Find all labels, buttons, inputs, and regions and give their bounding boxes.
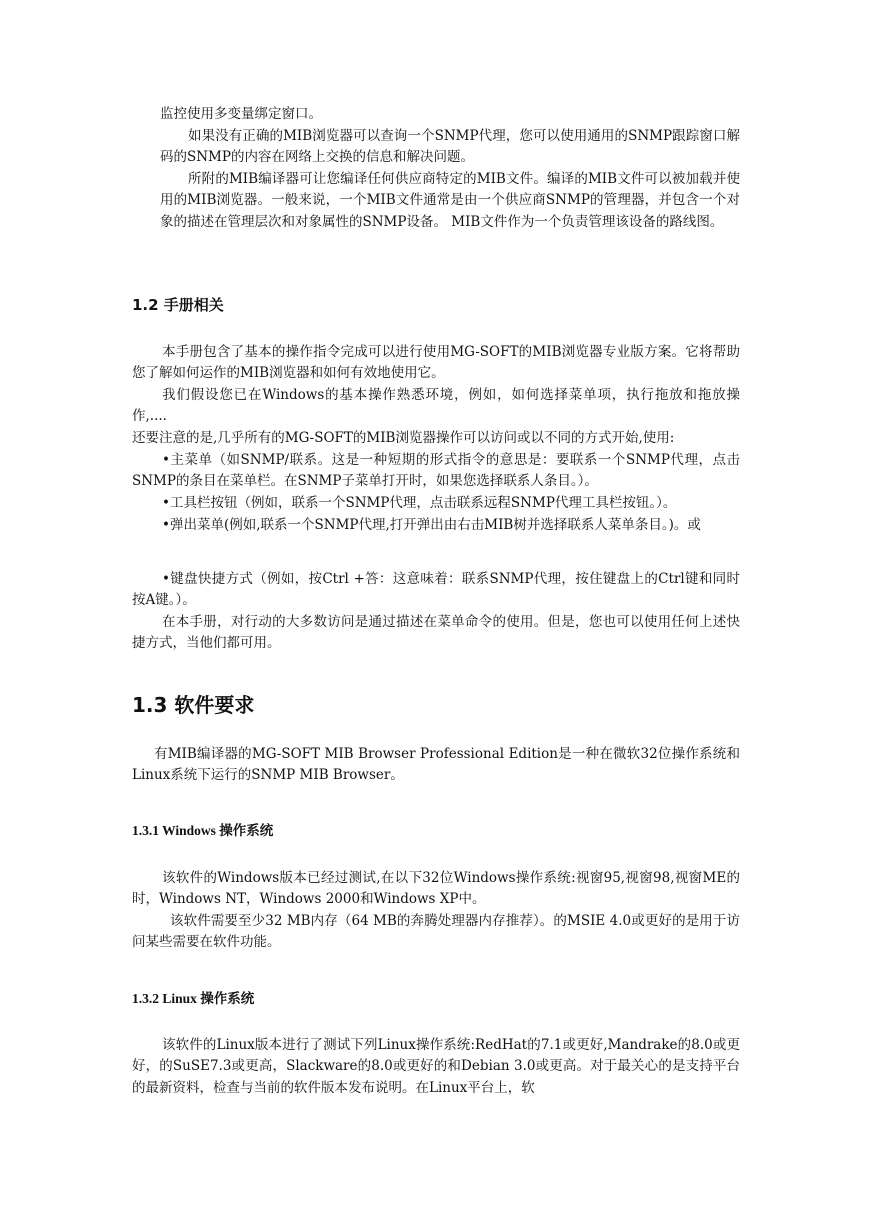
section-heading-1-3: 1.3 软件要求 xyxy=(132,693,255,717)
windows-paragraph-2: 该软件需要至少32 MB内存（64 MB的奔腾处理器内存推荐）。的MSIE 4.0或更好的是用于访问某些需要在软件功能。 xyxy=(132,913,740,951)
intro-paragraph-compiler: 所附的MIB编译器可让您编译任何供应商特定的MIB文件。编译的MIB文件可以被加载并使用的MIB浏览器。一般来说，一个MIB文件通常是由一个供应商SNMP的管理器，并包含一个对象的描述在管理层次和对象属性的SNMP设备。 MIB文件作为一个负责管理该设备的路线图。 xyxy=(160,171,740,230)
section-heading-1-2: 1.2 手册相关 xyxy=(132,296,224,314)
section-heading-1-3-1: 1.3.1 Windows 操作系统 xyxy=(132,823,274,838)
intro-paragraph-trace: 如果没有正确的MIB浏览器可以查询一个SNMP代理，您可以使用通用的SNMP跟踪窗口解码的SNMP的内容在网络上交换的信息和解决问题。 xyxy=(160,128,740,166)
manual-paragraph-4: 在本手册，对行动的大多数访问是通过描述在菜单命令的使用。但是，您也可以使用任何上述快捷方式，当他们都可用。 xyxy=(132,614,740,652)
bullet-popup-menu: •弹出菜单(例如,联系一个SNMP代理,打开弹出由右击MIB树并选择联系人菜单条目。)。或 xyxy=(162,517,701,533)
linux-paragraph: 该软件的Linux版本进行了测试下列Linux操作系统:RedHat的7.1或更好,Mandrake的8.0或更好，的SuSE7.3或更高，Slackware的8.0或更好的和Debian 3.0或更高。对于最关心的是支持平台的最新资料，检查与当前的软件版本发布说明。在Linux平台上，软 xyxy=(132,1037,740,1096)
bullet-keyboard: •键盘快捷方式（例如，按Ctrl +答：这意味着：联系SNMP代理，按住键盘上的Ctrl键和同时按A键。）。 xyxy=(132,571,740,609)
windows-paragraph-1: 该软件的Windows版本已经过测试,在以下32位Windows操作系统:视窗95,视窗98,视窗ME的时，Windows NT，Windows 2000和Windows XP中。 xyxy=(132,870,740,908)
manual-paragraph-3: 还要注意的是,几乎所有的MG-SOFT的MIB浏览器操作可以访问或以不同的方式开始,使用: xyxy=(132,430,675,446)
manual-paragraph-2: 我们假设您已在Windows的基本操作熟悉环境，例如，如何选择菜单项，执行拖放和拖放操作,.... xyxy=(132,387,740,425)
bullet-toolbar: •工具栏按钮（例如，联系一个SNMP代理，点击联系远程SNMP代理工具栏按钮。）。 xyxy=(162,495,677,511)
intro-line: 监控使用多变量绑定窗口。 xyxy=(160,106,322,122)
bullet-main-menu: •主菜单（如SNMP/联系。这是一种短期的形式指令的意思是：要联系一个SNMP代理，点击SNMP的条目在菜单栏。在SNMP子菜单打开时，如果您选择联系人条目。）。 xyxy=(132,452,740,490)
manual-paragraph-1: 本手册包含了基本的操作指令完成可以进行使用MG-SOFT的MIB浏览器专业版方案。它将帮助您了解如何运作的MIB浏览器和如何有效地使用它。 xyxy=(132,344,740,382)
software-paragraph: 有MIB编译器的MG-SOFT MIB Browser Professional Edition是一种在微软32位操作系统和Linux系统下运行的SNMP MIB Browser。 xyxy=(132,746,740,784)
section-heading-1-3-2: 1.3.2 Linux 操作系统 xyxy=(132,991,255,1006)
